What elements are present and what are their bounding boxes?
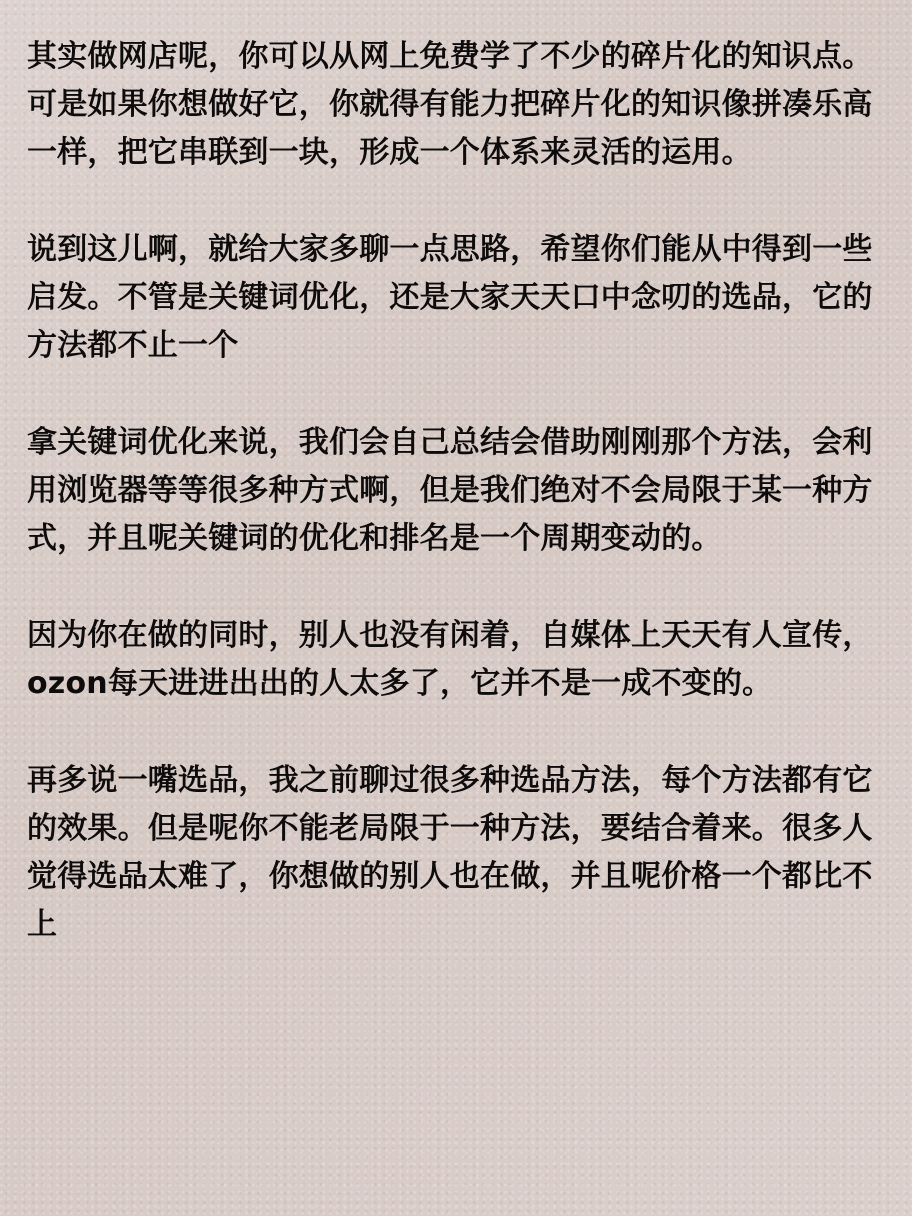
document-page <box>27 33 889 949</box>
paragraph-1: 其实做网店呢，你可以从网上免费学了不少的碎片化的知识点。可是如果你想做好它，你就得有能力把碎片化的知识像拼凑乐高一样，把它串联到一块，形成一个体系来灵活的运用。 <box>27 39 873 170</box>
paragraph-3: 拿关键词优化来说，我们会自己总结会借助刚刚那个方法，会利用浏览器等等很多种方式啊，但是我们绝对不会局限于某一种方式，并且呢关键词的优化和排名是一个周期变动的。 <box>27 425 873 556</box>
paragraph-5: 再多说一嘴选品，我之前聊过很多种选品方法，每个方法都有它的效果。但是呢你不能老局限于一种方法，要结合着来。很多人觉得选品太难了，你想做的别人也在做，并且呢价格一个都比不上 <box>27 763 873 942</box>
paragraph-2: 说到这儿啊，就给大家多聊一点思路，希望你们能从中得到一些启发。不管是关键词优化，还是大家天天口中念叨的选品，它的方法都不止一个 <box>27 232 873 363</box>
paragraph-4: 因为你在做的同时，别人也没有闲着，自媒体上天天有人宣传，ozon每天进进出出的人太多了，它并不是一成不变的。 <box>27 618 873 701</box>
